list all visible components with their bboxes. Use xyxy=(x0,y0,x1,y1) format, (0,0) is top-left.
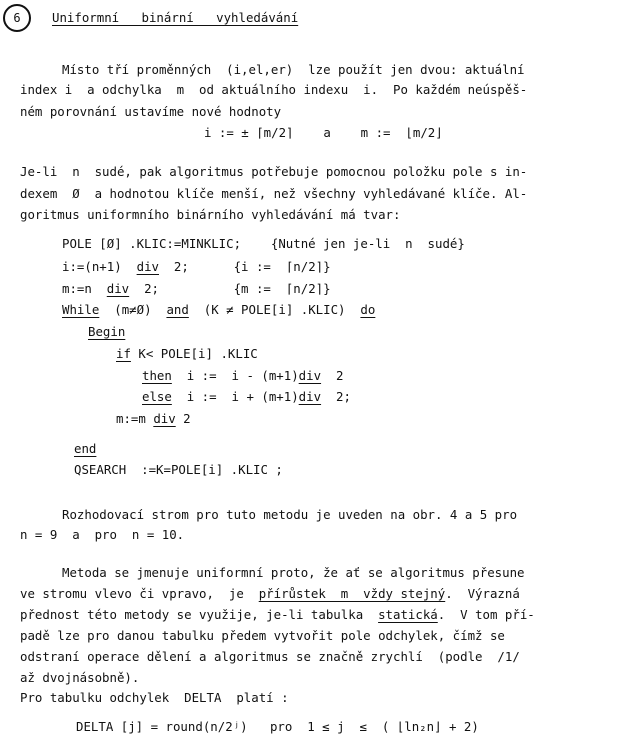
para3-line1: Rozhodovací strom pro tuto metodu je uveden na obr. 4 a 5 pro xyxy=(62,507,518,522)
code-line-11: QSEARCH :=K=POLE[i] .KLIC ; xyxy=(74,462,283,477)
section-title: Uniformní binární vyhledávání xyxy=(52,10,299,25)
code-line-9: m:=m div 2 xyxy=(116,411,191,426)
para1-line1: Místo tří proměnných (i,el,er) lze použít jen dvou: aktuální xyxy=(62,62,525,77)
para3-line2: n = 9 a pro n = 10. xyxy=(20,527,185,542)
para4-line2: ve stromu vlevo či vpravo, je přírůstek m vždy stejný. Výrazná xyxy=(20,586,520,601)
code-line-10: end xyxy=(74,441,97,456)
code-line-8: else i := i + (m+1)div 2; xyxy=(142,389,351,404)
para2-line3: goritmus uniformního binárního vyhledávání má tvar: xyxy=(20,207,401,222)
para1-line3: ném porovnání ustavíme nové hodnoty xyxy=(20,104,282,119)
code-line-3: m:=n div 2; {m := ⌈n/2⌉} xyxy=(62,281,331,296)
para4-line4: padě lze pro danou tabulku předem vytvořit pole odchylek, čímž se xyxy=(20,628,505,643)
para1-line2: index i a odchylka m od aktuálního indexu i. Po každém neúspěš- xyxy=(20,82,528,97)
para4-line3: přednost této metody se využije, je-li tabulka statická. V tom pří- xyxy=(20,607,535,622)
para4-line1: Metoda se jmenuje uniformní proto, že ať se algoritmus přesune xyxy=(62,565,525,580)
para4-line7: Pro tabulku odchylek DELTA platí : xyxy=(20,690,289,705)
para4-line6: až dvojnásobně). xyxy=(20,670,140,685)
code-line-2: i:=(n+1) div 2; {i := ⌈n/2⌉} xyxy=(62,259,331,274)
code-line-1: POLE [Ø] .KLIC:=MINKLIC; {Nutné jen je-li n sudé} xyxy=(62,236,465,251)
code-line-5: Begin xyxy=(88,324,126,339)
code-line-6: if K< POLE[i] .KLIC xyxy=(116,346,258,361)
para2-line2: dexem Ø a hodnotou klíče menší, než všechny vyhledávané klíče. Al- xyxy=(20,186,528,201)
formula-2: DELTA [j] = round(n/2ʲ) pro 1 ≤ j ≤ ( ⌊ln₂n⌋ + 2) xyxy=(76,719,479,734)
formula-1: i := ± ⌈m/2⌉ a m := ⌊m/2⌋ xyxy=(204,125,443,140)
code-line-4: While (m≠Ø) and (K ≠ POLE[i] .KLIC) do xyxy=(62,302,376,317)
para4-line5: odstraní operace dělení a algoritmus se značně zrychlí (podle /1/ xyxy=(20,649,520,664)
section-number-circle: 6 xyxy=(3,4,31,32)
code-line-7: then i := i - (m+1)div 2 xyxy=(142,368,344,383)
para2-line1: Je-li n sudé, pak algoritmus potřebuje pomocnou položku pole s in- xyxy=(20,164,528,179)
